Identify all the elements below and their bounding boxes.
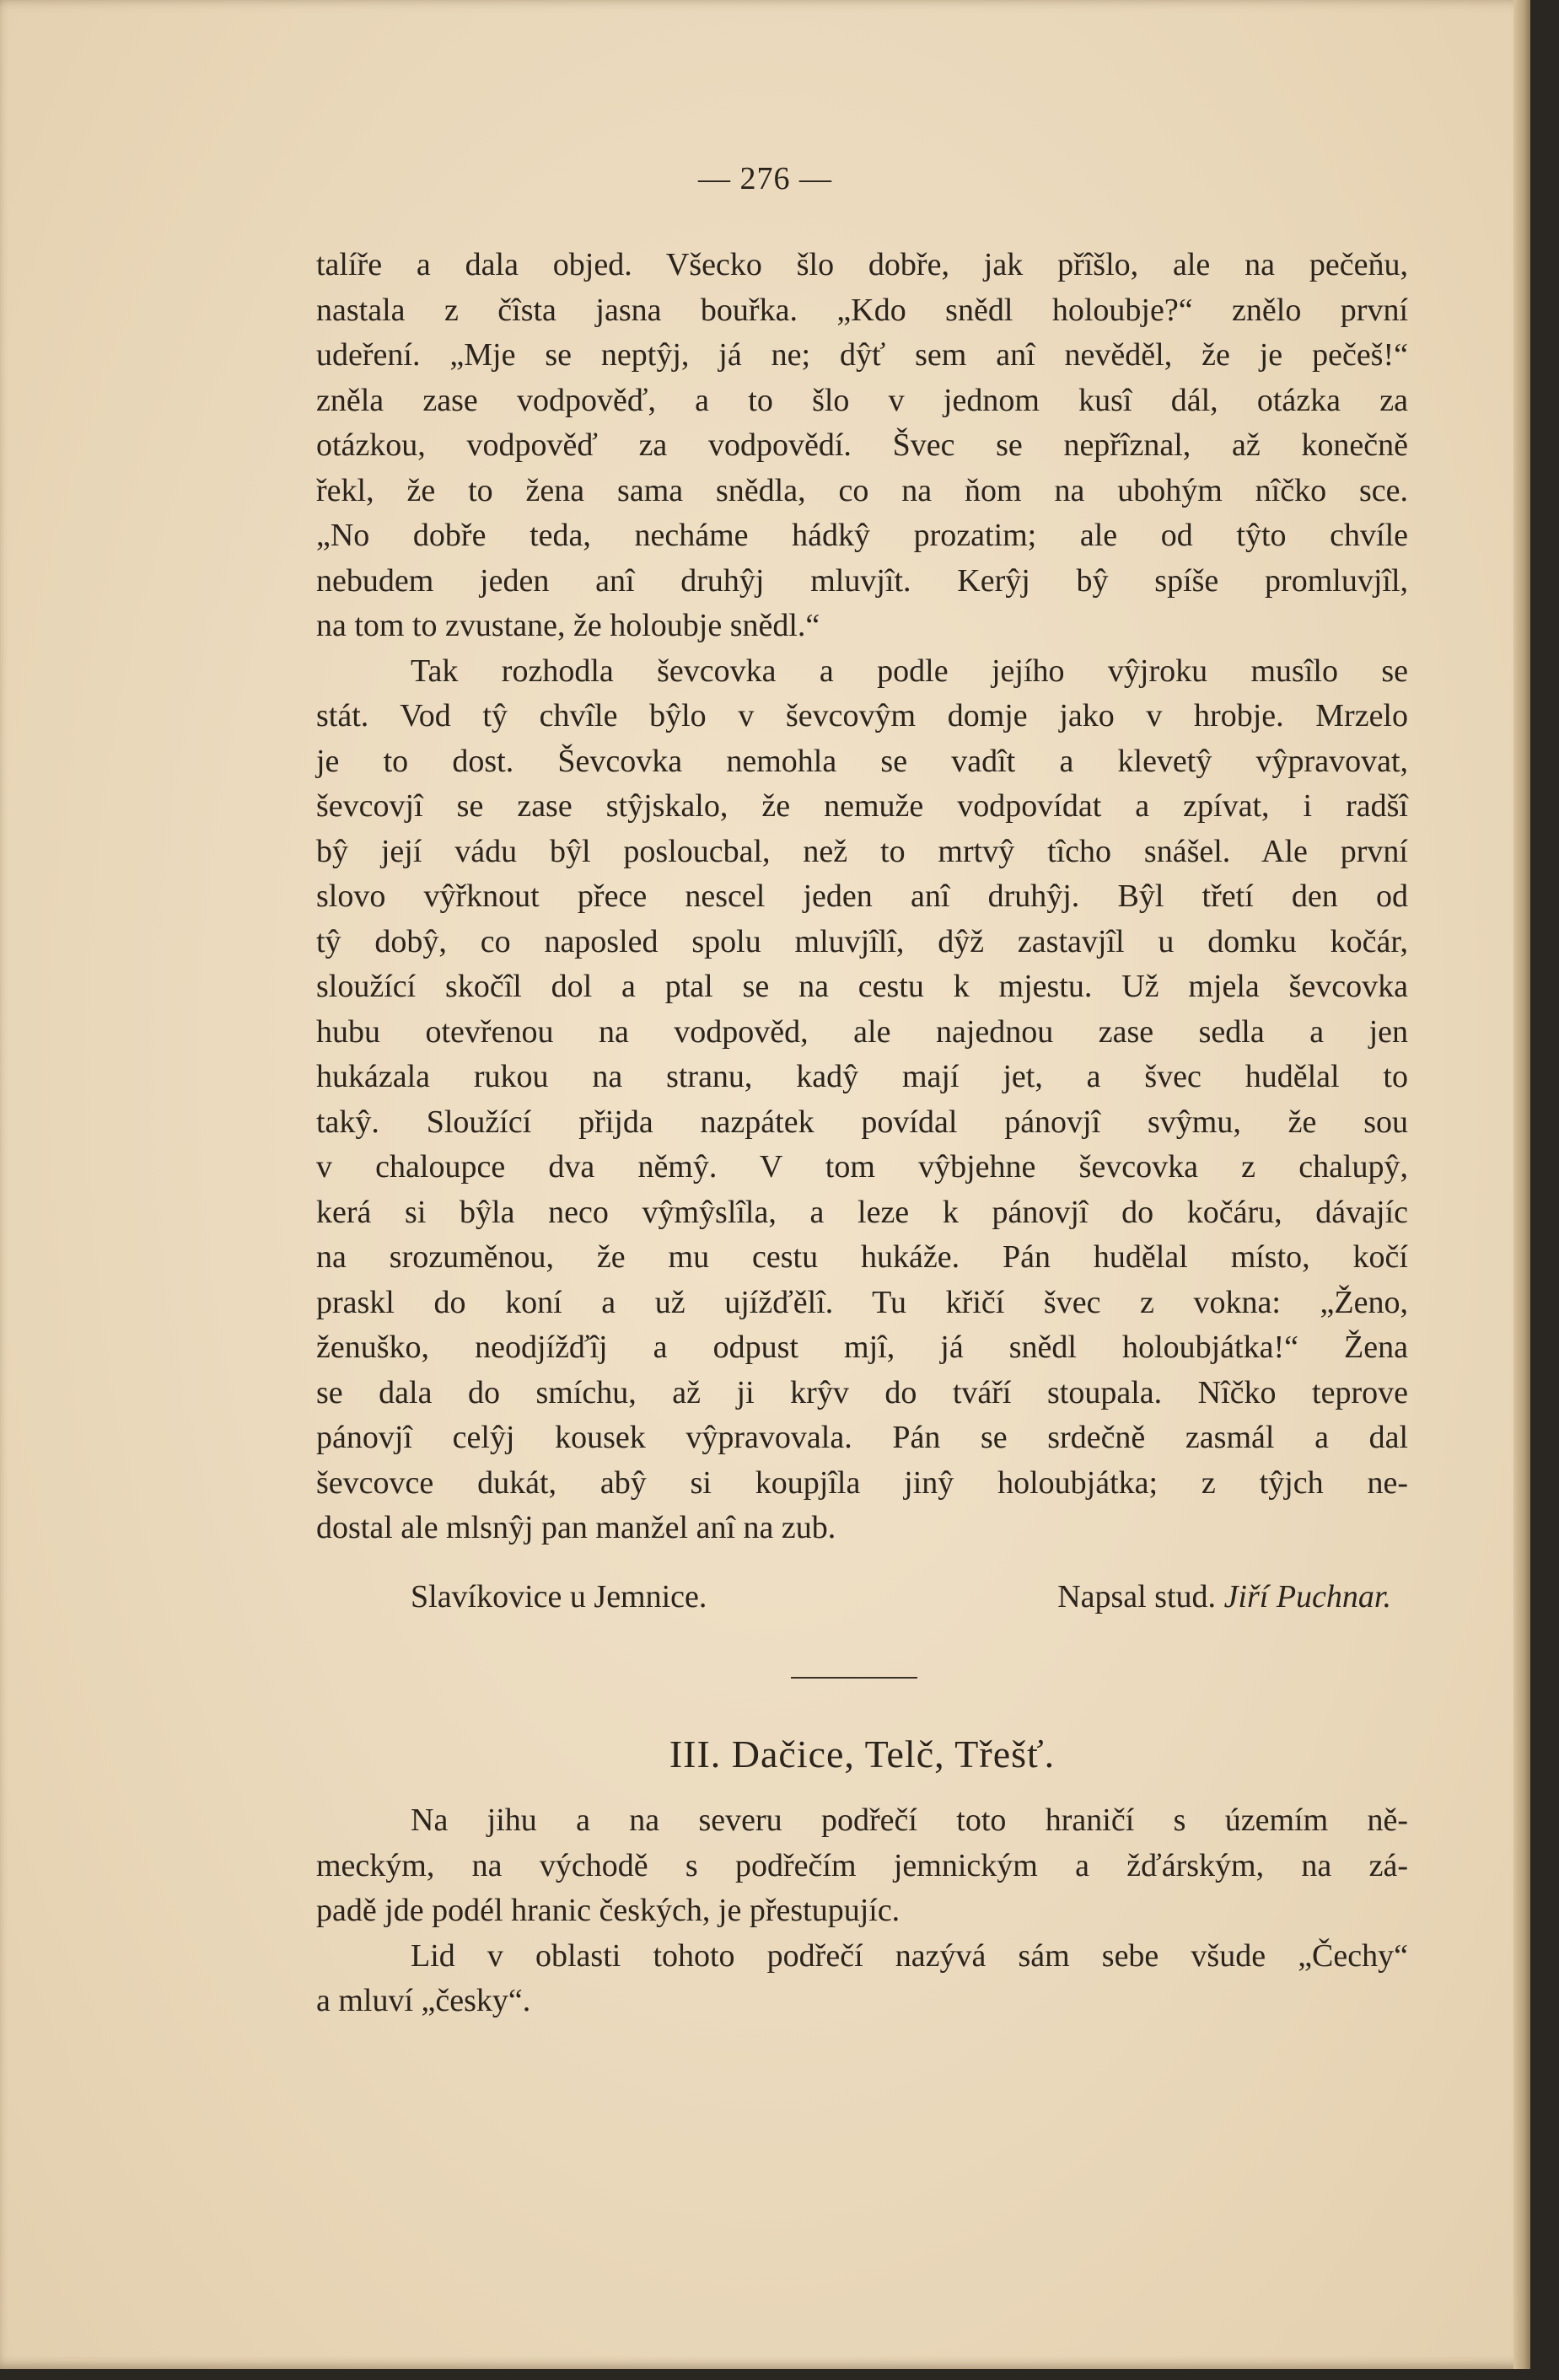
text-line: Na jihu a na severu podřečí toto hraničí s územím ně- bbox=[411, 1802, 1408, 1838]
text-line: stát. Vod tŷ chvîle bŷlo v ševcovŷm domje jako v hrobje. Mrzelo bbox=[316, 698, 1408, 733]
signature-author-block bbox=[1057, 1575, 1408, 1620]
text-line: Lid v oblasti tohoto podřečí nazývá sám sebe všude „Čechy“ bbox=[411, 1937, 1408, 1974]
section-paragraph-1 bbox=[316, 1798, 1408, 1934]
text-line: a mluví „česky“. bbox=[316, 1983, 531, 2018]
section-title: III. Dačice, Telč, Třešť. bbox=[669, 1733, 1056, 1776]
text-line: otázkou, vodpověď za vodpovědí. Švec se nepřîznal, až konečně bbox=[316, 427, 1408, 463]
text-line: ševcovjî se zase stŷjskalo, že nemuže vodpovídat a zpívat, i radšî bbox=[316, 788, 1408, 824]
text-line: zněla zase vodpověď, a to šlo v jednom kusî dál, otázka za bbox=[316, 382, 1408, 418]
page-number: — 276 — bbox=[698, 161, 832, 196]
signature-author: Jiří Puchnar. bbox=[1223, 1578, 1391, 1614]
text-line: takŷ. Sloužící přijda nazpátek povídal pánovjî svŷmu, že sou bbox=[316, 1104, 1408, 1140]
paragraph-1 bbox=[316, 243, 1408, 649]
text-line: v chaloupce dva němŷ. V tom vŷbjehne ševcovka z chalupŷ, bbox=[316, 1149, 1408, 1185]
text-line: kerá si bŷla neco vŷmŷslîla, a leze k pánovjî do kočáru, dávajíc bbox=[316, 1194, 1408, 1230]
paragraph-2 bbox=[316, 649, 1408, 1551]
text-line: je to dost. Ševcovka nemohla se vadît a klevetŷ vŷpravovat, bbox=[316, 743, 1408, 779]
text-line: pánovjî celŷj kousek vŷpravovala. Pán se srdečně zasmál a dal bbox=[316, 1420, 1408, 1455]
text-line: se dala do smíchu, až ji krŷv do tváří stoupala. Nîčko teprove bbox=[316, 1374, 1408, 1410]
text-line: udeření. „Mje se neptŷj, já ne; dŷť sem anî nevěděl, že je pečeš!“ bbox=[316, 337, 1408, 373]
text-line: ševcovce dukát, abŷ si koupjîla jinŷ holoubjátka; z tŷjch ne- bbox=[316, 1464, 1408, 1501]
text-line: slovo vŷřknout přece nescel jeden anî druhŷj. Bŷl třetí den od bbox=[316, 878, 1408, 914]
text-line: padě jde podél hranic českých, je přestupujíc. bbox=[316, 1893, 900, 1928]
signature-line bbox=[316, 1575, 1408, 1620]
text-line: tŷ dobŷ, co naposled spolu mluvjîlî, dŷž zastavjîl u domku kočár, bbox=[316, 923, 1408, 959]
signature-written-by: Napsal stud. bbox=[1057, 1578, 1217, 1614]
page-edge bbox=[1513, 0, 1530, 2369]
text-line: talíře a dala objed. Všecko šlo dobře, jak přîšlo, ale na pečeňu, bbox=[316, 247, 1408, 282]
text-line: nastala z čîsta jasna bouřka. „Kdo snědl holoubje?“ znělo první bbox=[316, 292, 1408, 328]
text-line: nebudem jeden anî druhŷj mluvjît. Kerŷj bŷ spíše promluvjîl, bbox=[316, 562, 1408, 599]
text-line: „No dobře teda, necháme hádkŷ prozatim; ale od tŷto chvíle bbox=[316, 518, 1408, 553]
text-line: dostal ale mlsnŷj pan manžel anî na zub. bbox=[316, 1510, 836, 1545]
signature-place: Slavíkovice u Jemnice. bbox=[411, 1578, 707, 1614]
page-body bbox=[316, 243, 1408, 2024]
text-line: meckým, na východě s podřečím jemnickým a žďárským, na zá- bbox=[316, 1847, 1408, 1883]
text-line: řekl, že to žena sama snědla, co na ňom na ubohým nîčko sce. bbox=[316, 472, 1408, 508]
text-line: na srozuměnou, že mu cestu hukáže. Pán hudělal místo, kočí bbox=[316, 1239, 1408, 1275]
text-line: sloužící skočîl dol a ptal se na cestu k mjestu. Už mjela ševcovka bbox=[316, 969, 1408, 1004]
text-line: hukázala rukou na stranu, kadŷ mají jet, a švec hudělal to bbox=[316, 1059, 1408, 1094]
section-paragraph-2 bbox=[316, 1934, 1408, 2024]
section-divider bbox=[791, 1677, 917, 1679]
text-line: praskl do koní a už ujížďělî. Tu křičí švec z vokna: „Ženo, bbox=[316, 1284, 1408, 1320]
text-line: ženuško, neodjížďîj a odpust mjî, já snědl holoubjátka!“ Žena bbox=[316, 1330, 1408, 1365]
text-line: bŷ její vádu bŷl posloucbal, než to mrtvŷ tîcho snášel. Ale první bbox=[316, 833, 1408, 869]
text-line: na tom to zvustane, že holoubje snědl.“ bbox=[316, 608, 820, 643]
text-line: hubu otevřenou na vodpověd, ale najednou zase sedla a jen bbox=[316, 1013, 1408, 1050]
text-line: Tak rozhodla ševcovka a podle jejího vŷjroku musîlo se bbox=[411, 653, 1408, 689]
